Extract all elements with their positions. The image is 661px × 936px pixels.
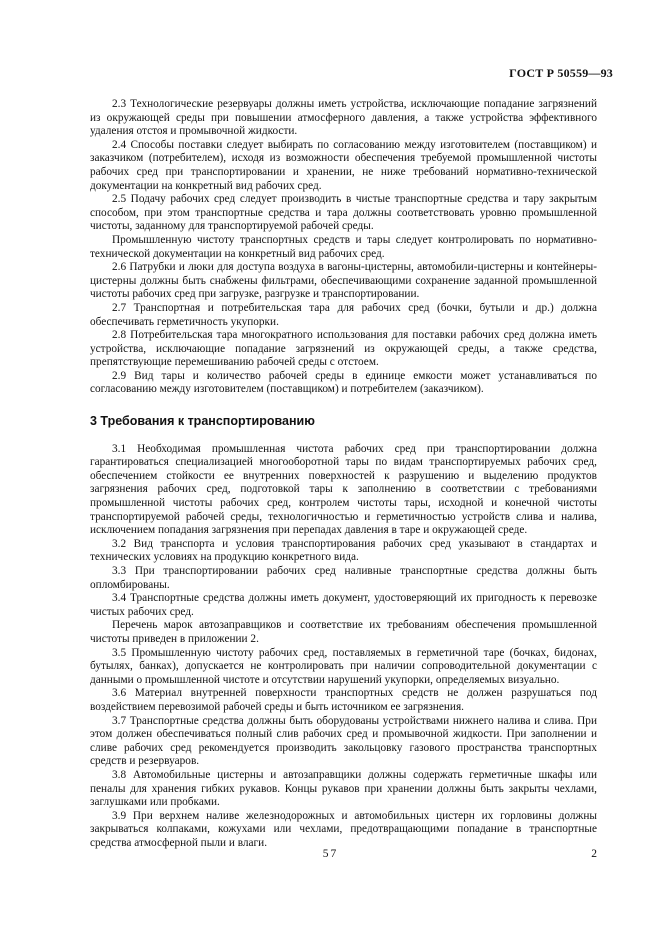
paragraph: 2.6 Патрубки и люки для доступа воздуха в вагоны-цистерны, автомобили-цистерны и контейнеры-цистерны должны быть снабжены фильтрами, обеспечивающими сохранение заданной промышленной чистоты рабочих сред при загрузке, разгрузке и транспортировании. xyxy=(90,261,597,301)
paragraph: 3.6 Материал внутренней поверхности транспортных средств не должен разрушаться под воздействием перевозимой рабочей среды и быть источником ее загрязнения. xyxy=(90,687,597,713)
paragraph: 2.5 Подачу рабочих сред следует производить в чистые транспортные средства и тару закрытым способом, при этом транспортные средства и тара должны соответствовать уровню промышленной чистоты, заданному для транспортируемой рабочей среды. xyxy=(90,193,597,233)
paragraph: 3.4 Транспортные средства должны иметь документ, удостоверяющий их пригодность к перевозке чистых рабочих сред. xyxy=(90,592,597,618)
paragraph: 3.7 Транспортные средства должны быть оборудованы устройствами нижнего налива и слива. При этом должен обеспечиваться полный слив рабочих сред и промывочной жидкости. При заполнении и сливе рабочих сред рекомендуется производить закольцовку газового пространства транспортных средств и резервуаров. xyxy=(90,714,597,768)
paragraph: 3.1 Необходимая промышленная чистота рабочих сред при транспортировании должна гарантироваться специализацией многооборотной тары по видам транспортируемых рабочих сред, обеспечением стойкости ее внутренних поверхностей к разрушению и выделению продуктов загрязнения рабочих сред, подготовкой тары к заполнению в соответствии с требованиями промышленной чистоты рабочих сред, контролем чистоты тары, исходной и конечной чистоты транспортируемой рабочей среды, технологичностью и герметичностью устройств слива и налива, исключением попадания загрязнения при перепадах давления в таре и окружающей среде. xyxy=(90,442,597,537)
paragraph: Перечень марок автозаправщиков и соответствие их требованиям обеспечения промышленной чистоты приведен в приложении 2. xyxy=(90,619,597,645)
paragraph: 3.3 При транспортировании рабочих сред наливные транспортные средства должны быть опломбированы. xyxy=(90,565,597,591)
paragraph: 3.2 Вид транспорта и условия транспортирования рабочих сред указывают в стандартах и технических условиях на продукцию конкретного вида. xyxy=(90,537,597,564)
document-header: ГОСТ Р 50559—93 xyxy=(509,66,613,80)
paragraph: Промышленную чистоту транспортных средств и тары следует контролировать по нормативно-технической документации на конкретный вид рабочих сред. xyxy=(90,233,597,260)
paragraph: 3.8 Автомобильные цистерны и автозаправщики должны содержать герметичные шкафы или пеналы для хранения гибких рукавов. Концы рукавов при хранении должны быть закрыты чехлами, заглушками или пробками. xyxy=(90,768,597,809)
paragraph: 2.3 Технологические резервуары должны иметь устройства, исключающие попадание загрязнений из окружающей среды при повышении атмосферного давления, а также устройства эффективного удаления отстоя и промывочной жидкости. xyxy=(90,98,597,138)
paragraph: 2.4 Способы поставки следует выбирать по согласованию между изготовителем (поставщиком) и заказчиком (потребителем), исходя из возможности обеспечения требуемой промышленной чистоты рабочих сред при транспортировании и хранении, не ниже требований нормативно-технической документации на конкретный вид рабочих сред. xyxy=(90,138,597,192)
paragraph: 2.7 Транспортная и потребительская тара для рабочих сред (бочки, бутыли и др.) должна обеспечивать герметичность укупорки. xyxy=(90,301,597,328)
section-title: 3 Требования к транспортированию xyxy=(90,414,315,429)
document-body xyxy=(90,98,597,850)
paragraph: 2.8 Потребительская тара многократного использования для поставки рабочих сред должна иметь устройства, исключающие попадание загрязнений из окружающей среды, а также средства, препятствующие перемешиванию рабочей среды с отстоем. xyxy=(90,329,597,369)
paragraph: 2.9 Вид тары и количество рабочей среды в единице емкости может устанавливаться по согласованию между изготовителем (поставщиком) и потребителем (заказчиком). xyxy=(90,369,597,396)
paragraph: 3.5 Промышленную чистоту рабочих сред, поставляемых в герметичной таре (бочках, бидонах, бутылях, банках), допускается не контролировать при наличии сопроводительной документации с данными о промышленной чистоте и отсутствии нарушений укупорки, определяемых визуально. xyxy=(90,646,597,686)
paragraph: 3.9 При верхнем наливе железнодорожных и автомобильных цистерн их горловины должны закрываться колпаками, кожухами или чехлами, предотвращающими попадание в транспортные средства атмосферной пыли и влаги. xyxy=(90,809,597,849)
footer-code: 57 xyxy=(322,848,339,860)
page-number: 2 xyxy=(591,848,597,860)
